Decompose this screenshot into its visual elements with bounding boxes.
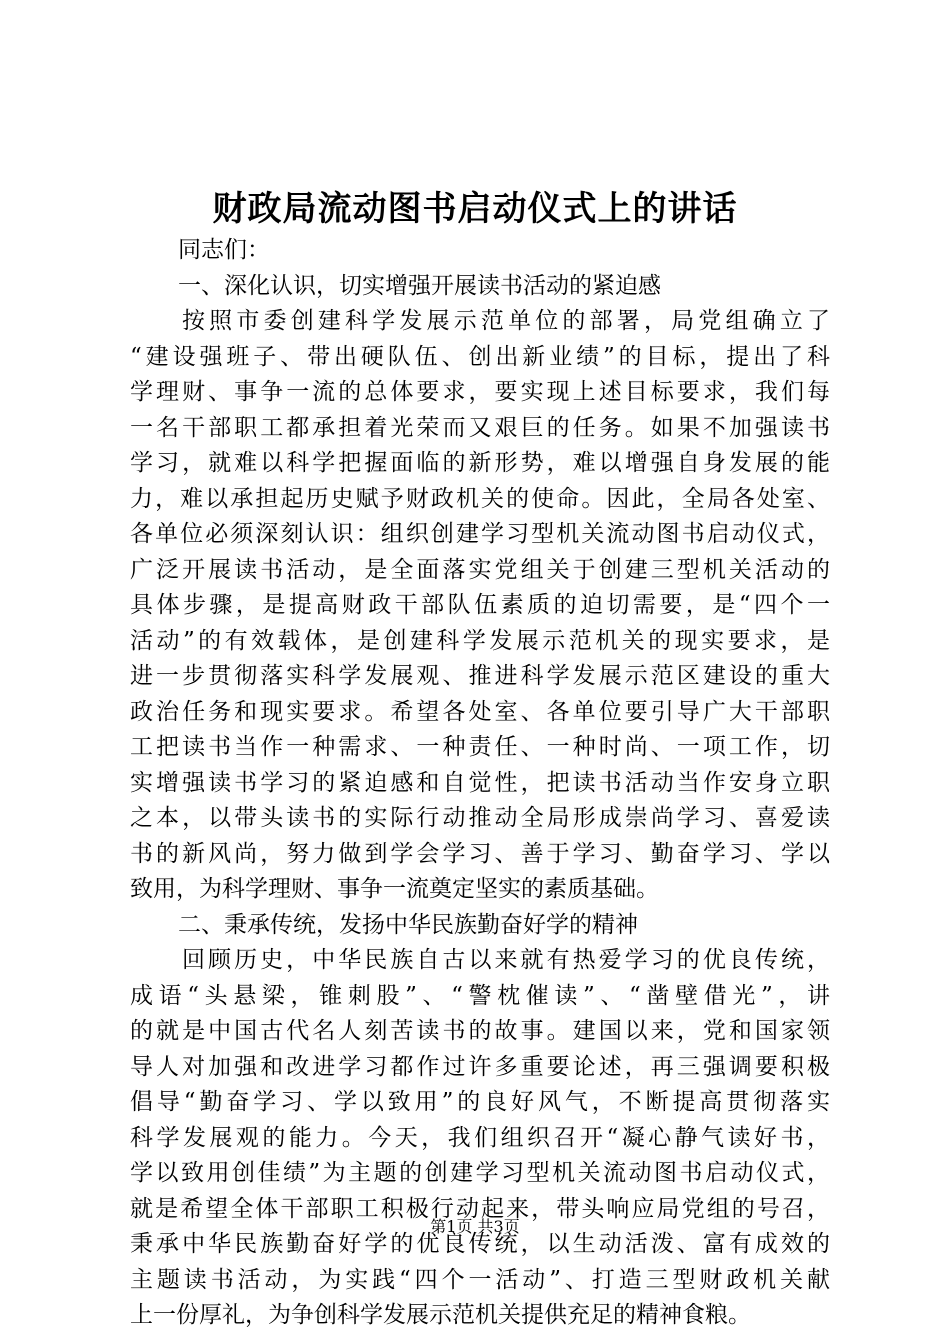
paragraph-line: 成语“头悬梁，锥刺股”、“警枕催读”、“凿壁借光”，讲 — [130, 982, 830, 1009]
section-heading-2: 二、秉承传统，发扬中华民族勤奋好学的精神 — [178, 911, 638, 938]
paragraph-line: 就是希望全体干部职工积极行动起来，带头响应局党组的号召， — [130, 1195, 830, 1222]
paragraph-line: 具体步骤，是提高财政干部队伍素质的迫切需要，是“四个一 — [130, 592, 830, 618]
paragraph-line: “建设强班子、带出硬队伍、创出新业绩”的目标，提出了科 — [130, 343, 830, 370]
paragraph-line: 倡导“勤奋学习、学以致用”的良好风气，不断提高贯彻落实 — [130, 1089, 830, 1115]
paragraph-line: 学以致用创佳绩”为主题的创建学习型机关流动图书启动仪式， — [130, 1160, 830, 1186]
page-number-footer: 第1页 共3页 — [430, 1217, 520, 1236]
paragraph-line: 学习，就难以科学把握面临的新形势，难以增强自身发展的能 — [130, 450, 830, 476]
salutation-line: 同志们： — [178, 237, 270, 263]
paragraph-line: 各单位必须深刻认识：组织创建学习型机关流动图书启动仪式， — [130, 521, 830, 547]
paragraph-line: 科学发展观的能力。今天，我们组织召开“凝心静气读好书， — [130, 1124, 830, 1151]
paragraph-line: 主题读书活动，为实践“四个一活动”、打造三型财政机关献 — [130, 1266, 830, 1293]
paragraph-line: 进一步贯彻落实科学发展观、推进科学发展示范区建设的重大 — [130, 663, 830, 689]
paragraph-line: 政治任务和现实要求。希望各处室、各单位要引导广大干部职 — [130, 698, 830, 725]
paragraph-line: 工把读书当作一种需求、一种责任、一种时尚、一项工作，切 — [130, 734, 830, 760]
paragraph-line: 上一份厚礼，为争创科学发展示范机关提供充足的精神食粮。 — [130, 1302, 751, 1328]
paragraph-line: 学理财、事争一流的总体要求，要实现上述目标要求，我们每 — [130, 379, 830, 405]
paragraph-line: 导人对加强和改进学习都作过许多重要论述，再三强调要积极 — [130, 1053, 830, 1080]
paragraph-line: 秉承中华民族勤奋好学的优良传统，以生动活泼、富有成效的 — [130, 1231, 830, 1257]
document-body — [130, 233, 830, 1334]
paragraph-line: 致用，为科学理财、事争一流奠定坚实的素质基础。 — [130, 876, 659, 902]
paragraph-line: 回顾历史，中华民族自古以来就有热爱学习的优良传统， — [182, 947, 830, 973]
section-heading-1: 一、深化认识，切实增强开展读书活动的紧迫感 — [178, 272, 661, 299]
paragraph-line: 力，难以承担起历史赋予财政机关的使命。因此，全局各处室、 — [130, 485, 830, 512]
paragraph-line: 的就是中国古代名人刻苦读书的故事。建国以来，党和国家领 — [130, 1018, 830, 1044]
paragraph-line: 广泛开展读书活动，是全面落实党组关于创建三型机关活动的 — [130, 556, 830, 583]
paragraph-line: 之本，以带头读书的实际行动推动全局形成崇尚学习、喜爱读 — [130, 805, 830, 831]
paragraph-line: 一名干部职工都承担着光荣而又艰巨的任务。如果不加强读书 — [130, 414, 830, 441]
paragraph-line: 实增强读书学习的紧迫感和自觉性，把读书活动当作安身立职 — [130, 769, 830, 796]
paragraph-line: 活动”的有效载体，是创建科学发展示范机关的现实要求，是 — [130, 627, 830, 654]
paragraph-line: 按照市委创建科学发展示范单位的部署，局党组确立了 — [182, 308, 830, 334]
document-title: 财政局流动图书启动仪式上的讲话 — [212, 189, 738, 229]
paragraph-line: 书的新风尚，努力做到学会学习、善于学习、勤奋学习、学以 — [130, 840, 830, 867]
